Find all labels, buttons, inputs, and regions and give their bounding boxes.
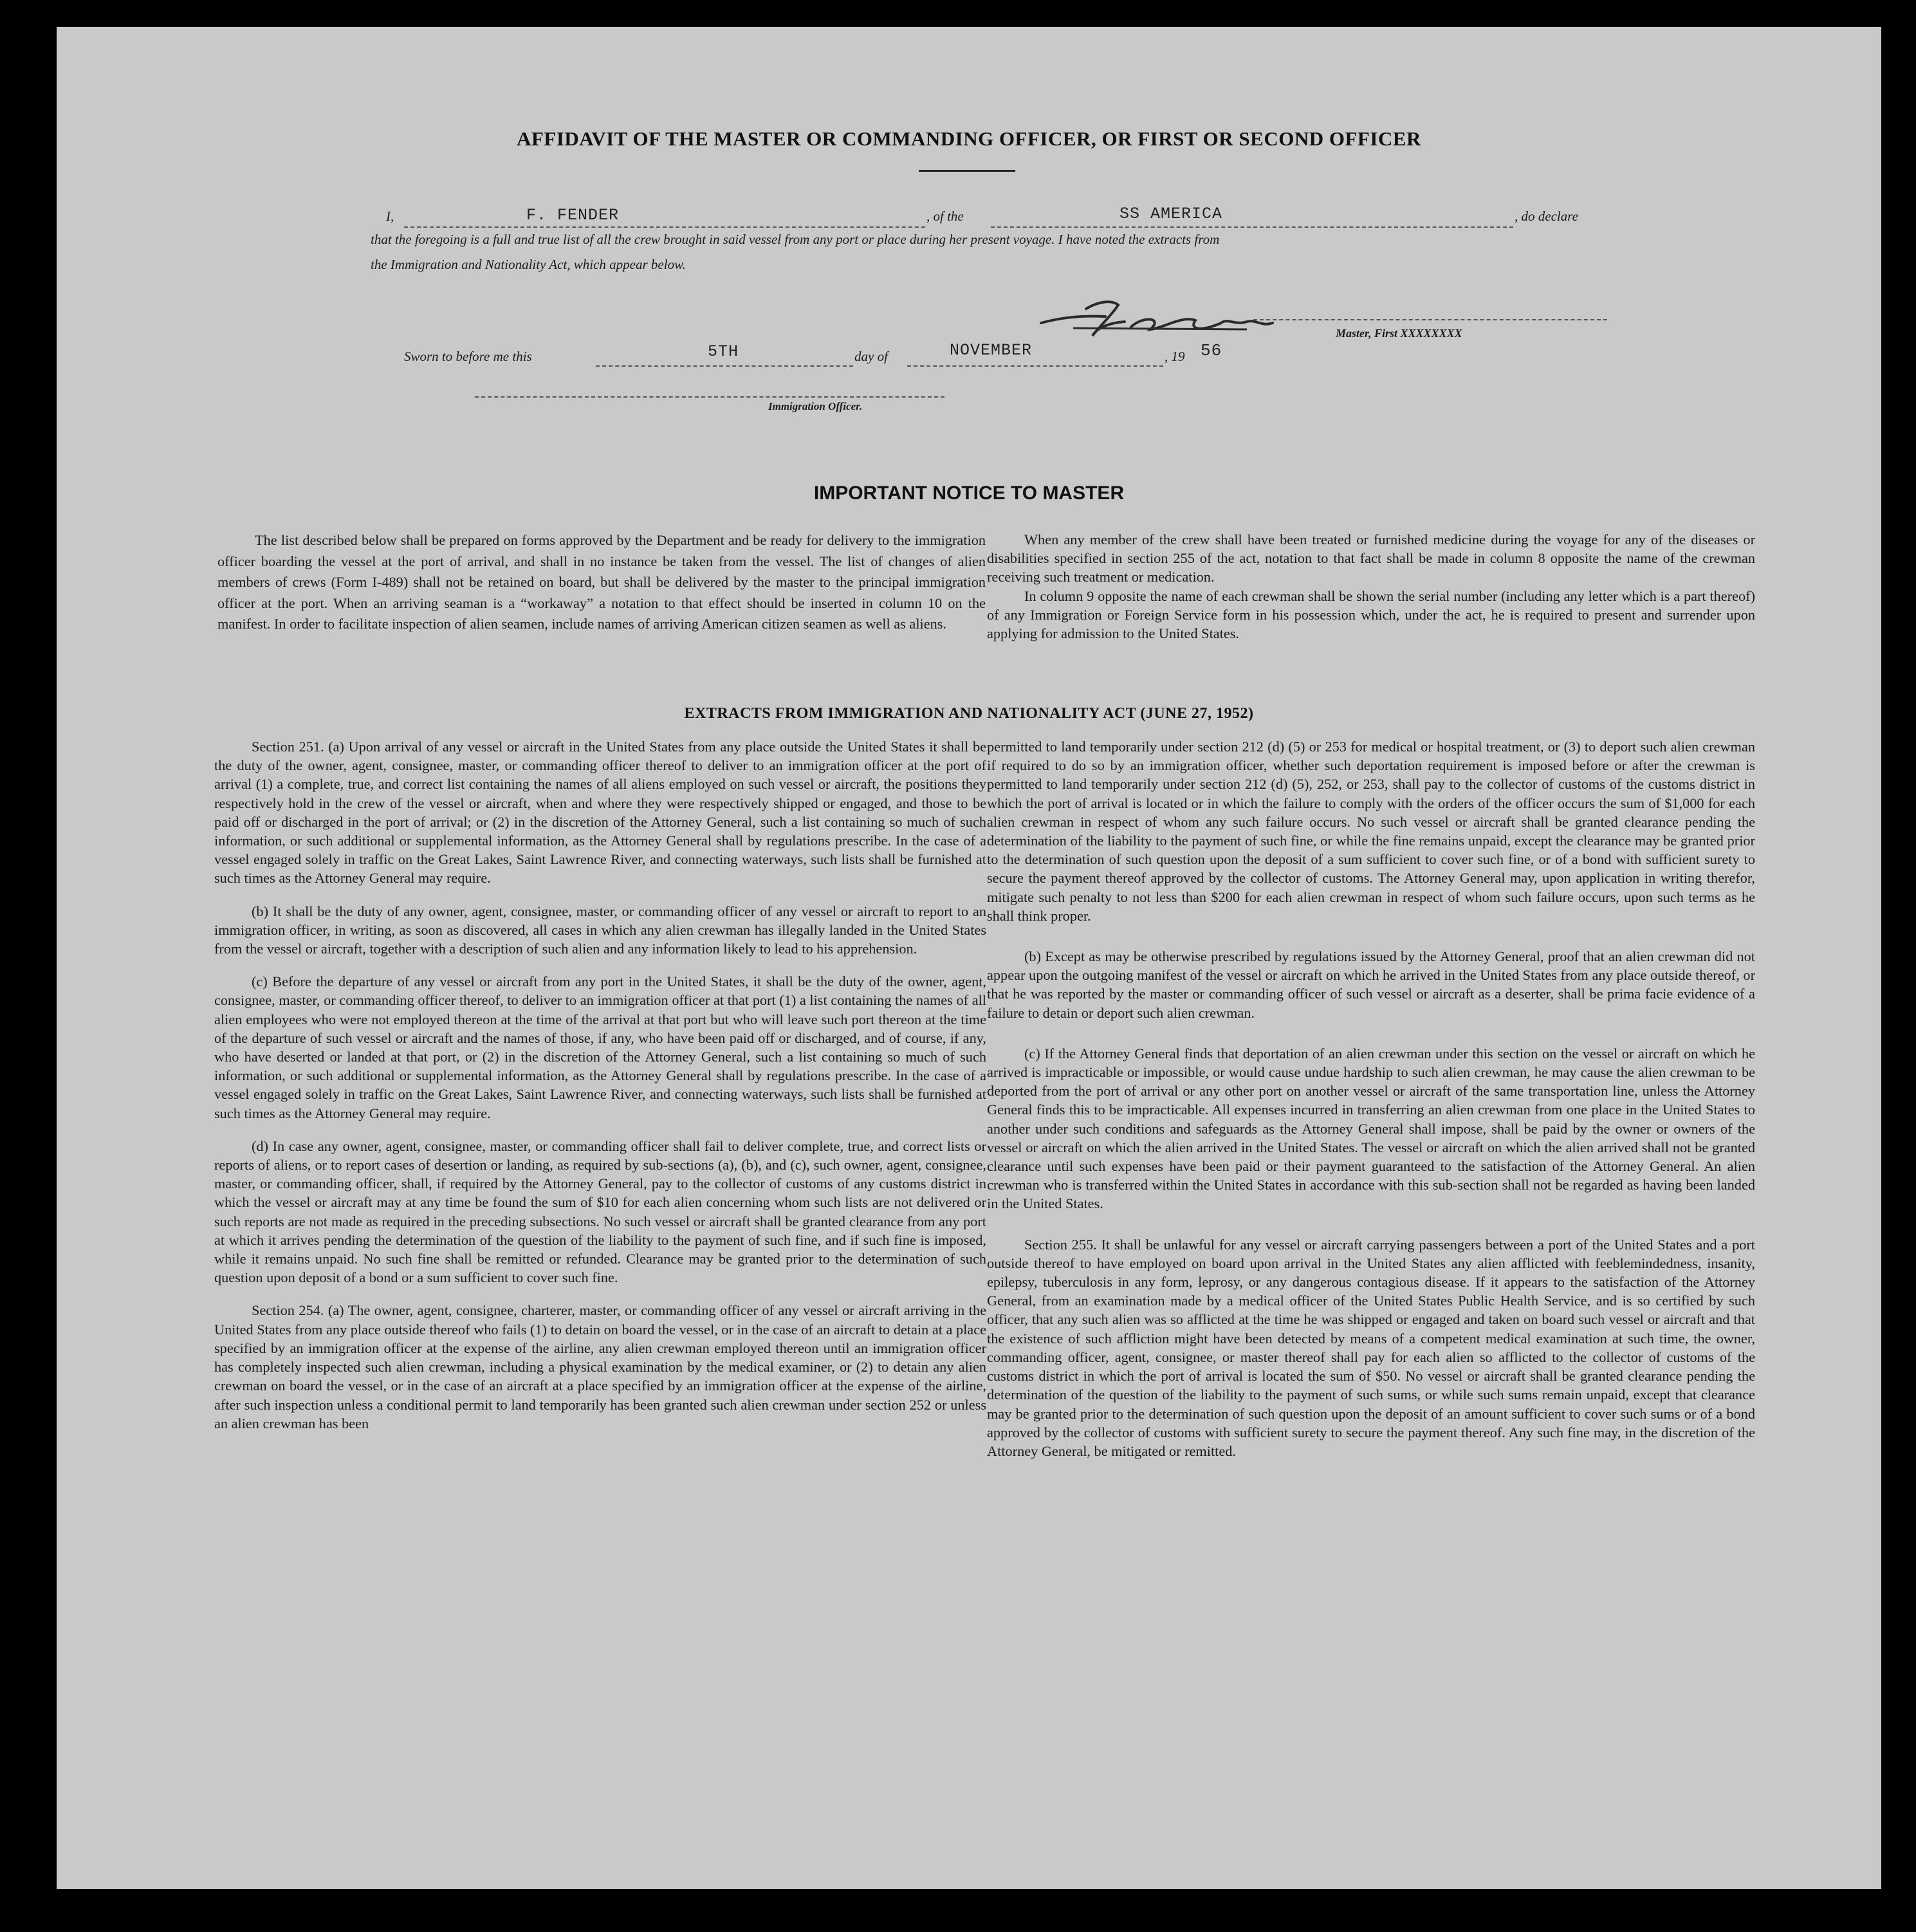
immigration-officer-caption: Immigration Officer. — [768, 400, 863, 412]
notice-left-text: The list described below shall be prepared on forms approved by the Department and be ready for delivery to the immigration officer boarding the vessel at the port of arrival, and shall in no instance be taken from the vessel. The list of changes of alien members of crews (Form I-489) shall not be retained on board, but shall be delivered by the master to the principal immigration officer at the port. When an arriving seaman is a “workaway” a notation to that effect should be inserted in column 10 on the manifest. In order to facilitate inspection of alien seamen, include names of arriving American citizen seamen as well as aliens. — [217, 532, 986, 632]
signature — [1035, 290, 1305, 347]
section-254-b: (b) Except as may be otherwise prescribed by regulations issued by the Attorney General, proof that an alien crewman did not appear upon the outgoing manifest of the vessel or aircraft on which he arrived in the United States from any place outside thereof, or that he was reported by the master or commanding officer of such vessel or aircraft as a deserter, shall be prima facie evidence of a failure to detain or deport such alien crewman. — [987, 948, 1755, 1021]
year-suffix: 56 — [1201, 341, 1222, 360]
section-255: Section 255. It shall be unlawful for any vessel or aircraft carrying passengers between a port of the United States and a port outside thereof to have employed on board upon arrival in the United States any alien afflicted with feeblemindedness, insanity, epilepsy, tuberculosis in any form, leprosy, or any dangerous contagious disease. If it appears to the satisfaction of the Attorney General, from an examination made by a medical officer of the United States Public Health Service, and is so certified by such officer, that any such alien was so afflicted at the time he was shipped or engaged and taken on board such vessel or aircraft and that the existence of such affliction might have been detected by means of a competent medical examination at such time, the owner, commanding officer, agent, consignee, or master thereof shall pay for each alien so afflicted to the collector of customs of the customs district in which the port of arrival is located the sum of $50. No vessel or aircraft shall be granted clearance pending the determination of the question of the liability to the payment of such sums, or while such sums remain unpaid, except that clearance may be granted prior to the determination of such question upon the deposit of an amount sufficient to cover such sums or of a bond approved by the collector of customs with sufficient surety to secure the payment thereof. Any such fine may, in the discretion of the Attorney General, be mitigated or remitted. — [987, 1236, 1755, 1459]
section-254-a: Section 254. (a) The owner, agent, consignee, charterer, master, or commanding officer of any vessel or aircraft arriving in the United States from any place outside thereof who fails (1) to detain on board the vessel, or in the case of an aircraft to detain at a place specified by an immigration officer at the expense of the airline, any alien crewman employed thereon until an immigration officer has completely inspected such alien crewman, including a physical examination by the medical examiner, or (2) to detain any alien crewman on board the vessel, or in the case of an aircraft at a place specified by an immigration officer at the expense of the airline, after such inspection unless a conditional permit to land temporarily has been granted such alien crewman under section 252 or unless an alien crewman has been — [214, 1302, 986, 1431]
section-251-c: (c) Before the departure of any vessel or aircraft from any port in the United States, it shall be the duty of the owner, agent, consignee, master, or commanding officer thereof, to deliver to an immigration officer at that port (1) a list containing the names of all alien employees who were not employed thereon at the time of the arrival at that port but who will leave such port thereon at the time of the departure of such vessel or aircraft and the names of those, if any, who have been paid off or discharged, and of course, if any, who have deserted or landed at that port, or (2) in the discretion of the Attorney General, such a list containing so much of such information, or such additional or supplemental information, as the Attorney General shall by regulations prescribe. In the case of a vessel engaged solely in traffic on the Great Lakes, Saint Lawrence River, and connecting waterways, such lists shall be furnished at such times as the Attorney General may require. — [214, 973, 986, 1121]
affidavit-title: AFFIDAVIT OF THE MASTER OR COMMANDING OFFICER, OR FIRST OR SECOND OFFICER — [517, 127, 1421, 150]
title-underline — [919, 170, 1015, 172]
notice-right-column — [987, 530, 1755, 643]
do-declare-label: , do declare — [1515, 208, 1578, 224]
declaration-line-3: the Immigration and Nationality Act, which appear below. — [371, 257, 686, 272]
section-251-a: Section 251. (a) Upon arrival of any vessel or aircraft in the United States from any place outside the United States it shall be the duty of the owner, agent, consignee, master, or commanding officer thereof to deliver to an immigration officer at the port of arrival (1) a complete, true, and correct list containing the names of all aliens employed on such vessel or aircraft, the positions they respectively hold in the crew of the vessel or aircraft, when and where they were respectively shipped or engaged, and those to be paid off or discharged in the port of arrival; or (2) in the discretion of the Attorney General, such a list containing so much of such information, or such additional or supplemental information, as the Attorney General shall by regulations prescribe. In the case of a vessel engaged solely in traffic on the Great Lakes, Saint Lawrence River, and connecting waterways, such lists shall be furnished at such times as the Attorney General may require. — [214, 739, 986, 887]
section-251-b: (b) It shall be the duty of any owner, agent, consignee, master, or commanding officer of any vessel or aircraft to report to an immigration officer, in writing, as soon as discovered, all cases in which any alien crewman has illegally landed in the United States from the vessel or aircraft, together with a description of such alien and any information likely to lead to his apprehension. — [214, 903, 986, 957]
section-254-c: (c) If the Attorney General finds that deportation of an alien crewman under this section on the vessel or aircraft on which he arrived is impracticable or impossible, or would cause undue hardship to such alien crewman, he may cause the alien crewman to be deported from the port of arrival or any other port on another vessel or aircraft of the same transportation line, unless the Attorney General finds this to be impracticable. All expenses incurred in transferring an alien crewman from one place in the United States to another under such conditions and safeguards as the Attorney General shall impose, shall be paid by the owner or owners of the vessel or aircraft on which the alien arrived in the United States. The vessel or aircraft on which the alien arrived shall not be granted clearance until such expenses have been paid or their payment guaranteed to the satisfaction of the Attorney General. An alien crewman who is transferred within the United States in accordance with this sub-section shall not be regarded as having been landed in the United States. — [987, 1045, 1755, 1212]
sworn-day: 5TH — [708, 342, 739, 361]
sworn-month: NOVEMBER — [950, 341, 1033, 360]
extracts-right-column — [987, 737, 1755, 1460]
declaration-line-2: that the foregoing is a full and true list of all the crew brought in said vessel from any port or place during her present voyage. I have noted the extracts from — [371, 232, 1220, 247]
signature-line — [1253, 319, 1607, 320]
day-line — [596, 365, 853, 367]
of-the-label: , of the — [926, 208, 964, 224]
day-of-label: day of — [854, 349, 888, 364]
i-label: I, — [386, 208, 394, 224]
officer-name: F. FENDER — [526, 206, 620, 225]
name-line — [404, 226, 925, 228]
vessel-line — [991, 226, 1513, 228]
notice-right-text-1: When any member of the crew shall have been treated or furnished medicine during the voyage for any of the diseases or disabilities specified in section 255 of the act, notation to that fact shall be made in column 8 opposite the name of the crewman receiving such treatment or medication. — [987, 531, 1755, 585]
section-251-d: (d) In case any owner, agent, consignee, master, or commanding officer shall fail to deliver complete, true, and correct lists or reports of aliens, or to report cases of desertion or landing, as required by sub-sections (a), (b), and (c), such owner, agent, consignee, master, or commanding officer, shall, if required by the Attorney General, pay to the collector of customs of any customs district in which the vessel or aircraft may at any time be found the sum of $10 for each alien concerning whom such lists are not delivered or such reports are not made as required in the preceding subsections. No such vessel or aircraft shall be granted clearance from any port at which it arrives pending the determination of the question of the liability to the payment of such fine, and if such fine is imposed, while it remains unpaid. No such fine shall be remitted or refunded. Clearance may be granted prior to the determination of such question upon deposit of a bond or a sum sufficient to cover such fine. — [214, 1137, 986, 1286]
section-254-a-continued: permitted to land temporarily under section 212 (d) (5) or 253 for medical or hospital treatment, or (3) to deport such alien crewman if required to do so by an immigration officer, whether such deportation requirement is imposed before or after the crewman is permitted to land temporarily under section 212 (d) (5), 252, or 253, shall pay to the collector of customs of the customs district in which the port of arrival is located or in which the failure to comply with the orders of the officer occurs the sum of $1,000 for each alien crewman in respect of whom any such failure occurs. No such vessel or aircraft shall be granted clearance pending the determination of the liability to the payment of such fine, or while the fine remains unpaid, except the clearance may be granted prior to the determination of such question upon the deposit of a sum sufficient to cover such fine, or of a bond with sufficient surety to secure the payment thereof approved by the collector of customs. The Attorney General may, upon application in writing therefor, mitigate such penalty to not less than $200 for each alien crewman in respect of whom such failure occurs, upon such terms as he shall think proper. — [987, 739, 1755, 924]
notice-right-text-2: In column 9 opposite the name of each crewman shall be shown the serial number (including any letter which is a part thereof) of any Immigration or Foreign Service form in his possession which, under the act, he is required to present and surrender upon applying for admission to the United States. — [987, 587, 1755, 642]
signature-caption: Master, First XXXXXXXX — [1336, 327, 1462, 340]
document-sheet — [57, 27, 1881, 1889]
sworn-label: Sworn to before me this — [404, 349, 532, 364]
immigration-officer-line — [475, 396, 944, 398]
extracts-left-column — [214, 737, 986, 1433]
vessel-name: SS AMERICA — [1119, 205, 1223, 223]
month-line — [907, 365, 1163, 367]
notice-title: IMPORTANT NOTICE TO MASTER — [813, 483, 1125, 504]
extracts-title: EXTRACTS FROM IMMIGRATION AND NATIONALITY ACT (JUNE 27, 1952) — [684, 705, 1254, 722]
notice-left-paragraph — [217, 530, 986, 635]
year-prefix: , 19 — [1165, 349, 1185, 364]
